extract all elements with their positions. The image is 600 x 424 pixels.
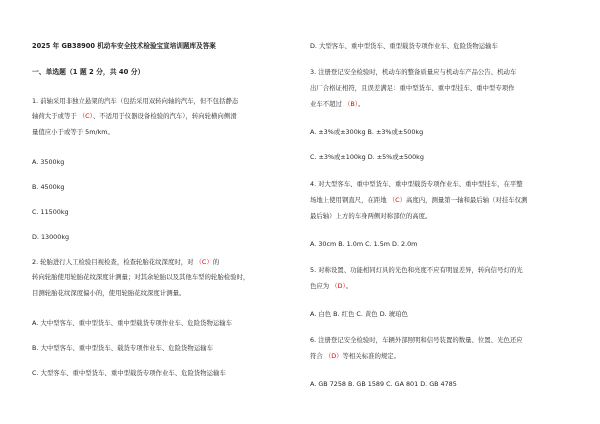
question-4-line-3: 最后轴）上方的车身两侧对称部位的高度。	[310, 212, 432, 220]
question-6-line-2: 符合 （D）等相关标准的规定。	[310, 352, 401, 360]
question-4-line-2: 场地上使用钢直尺，在距地 （C）高度内，测量第一轴和最后轴（对挂车仅测	[310, 196, 528, 204]
question-3-line-2: 出厂合格证相符，且误差满足：重中型货车、重中型挂车、重中型专项作	[310, 84, 515, 92]
section-heading: 一、单选题（1 题 2 分，共 40 分）	[32, 68, 145, 76]
q2-option-a: A. 大中型客车、重中型货车、重中型载货专项作业车、危险货物运输车	[32, 319, 233, 327]
q1-option-a: A. 3500kg	[32, 158, 65, 166]
question-2-line-1: 2. 轮胎进行人工检验目视检查，检查轮胎花纹深度时，对 （C）的	[32, 258, 220, 266]
question-1-line-3: 量值应小于或等于 5m/km。	[32, 128, 114, 136]
q4-options: A. 30cm B. 1.0m C. 1.5m D. 2.0m	[310, 240, 418, 248]
question-1-line-1: 1. 前轴采用非独立悬架的汽车（包括采用双转向轴的汽车，但不包括静态	[32, 97, 239, 105]
question-6-line-1: 6. 注册登记安全检验时，车辆外部照明和信号装置的数量、位置、光色还应	[310, 336, 523, 344]
question-5-line-1: 5. 对称设置、功能相同灯具的光色和亮度不应有明显差异，转向信号灯的光	[310, 266, 523, 274]
q2-option-b: B. 大中型客车、重中型货车、载货专项作业车、危险货物运输车	[32, 344, 213, 352]
q1-option-b: B. 4500kg	[32, 183, 65, 191]
question-2-line-2: 转向轮胎使用轮胎花纹深度计测量；对其余轮胎以及其他车型的轮胎检验时，	[32, 273, 250, 281]
question-3-line-1: 3. 注册登记安全检验时，机动车的整备质量应与机动车产品公告、机动车	[310, 68, 517, 76]
q2-option-d: D. 大型客车、重中型货车、重型载货专项作业车、危险货物运输车	[310, 42, 498, 50]
answer-mark: （C）	[388, 196, 406, 204]
question-5-line-2: 色应为 （D）。	[310, 282, 353, 290]
q2-option-c: C. 大型客车、重中型货车、重中型载货专项作业车、危险货物运输车	[32, 369, 226, 377]
document-title: 2025 年 GB38900 机动车安全技术检验宝宣培训题库及答案	[32, 42, 216, 50]
answer-mark: （B）	[343, 100, 358, 108]
q1-option-c: C. 11500kg	[32, 208, 69, 216]
question-4-line-1: 4. 对大型客车、重中型货车、重中型载货专项作业车、重中型挂车，在平整	[310, 180, 523, 188]
answer-mark: （C）	[195, 258, 213, 266]
q3-options-cd: C. ±3%或±100kg D. ±5%或±500kg	[310, 153, 424, 161]
answer-mark: （C）	[78, 112, 93, 120]
q5-options: A. 白色 B. 红色 C. 黄色 D. 琥珀色	[310, 310, 408, 318]
answer-mark: （D）	[331, 282, 346, 290]
q3-options-ab: A. ±3%或±300kg B. ±3%或±500kg	[310, 128, 424, 136]
q6-options: A. GB 7258 B. GB 1589 C. GA 801 D. GB 4785	[310, 380, 457, 388]
question-2-line-3: 目测轮胎花纹深度偏小的，使用轮胎花纹深度计测量。	[32, 289, 186, 297]
answer-mark: （D）	[324, 352, 343, 360]
question-3-line-3: 业车不超过 （B）。	[310, 100, 365, 108]
q1-option-d: D. 13000kg	[32, 233, 70, 241]
question-1-line-2: 轴荷大于或等于 （C）、不适用于仪器设备检验的汽车），转向轮横向侧滑	[32, 112, 237, 120]
